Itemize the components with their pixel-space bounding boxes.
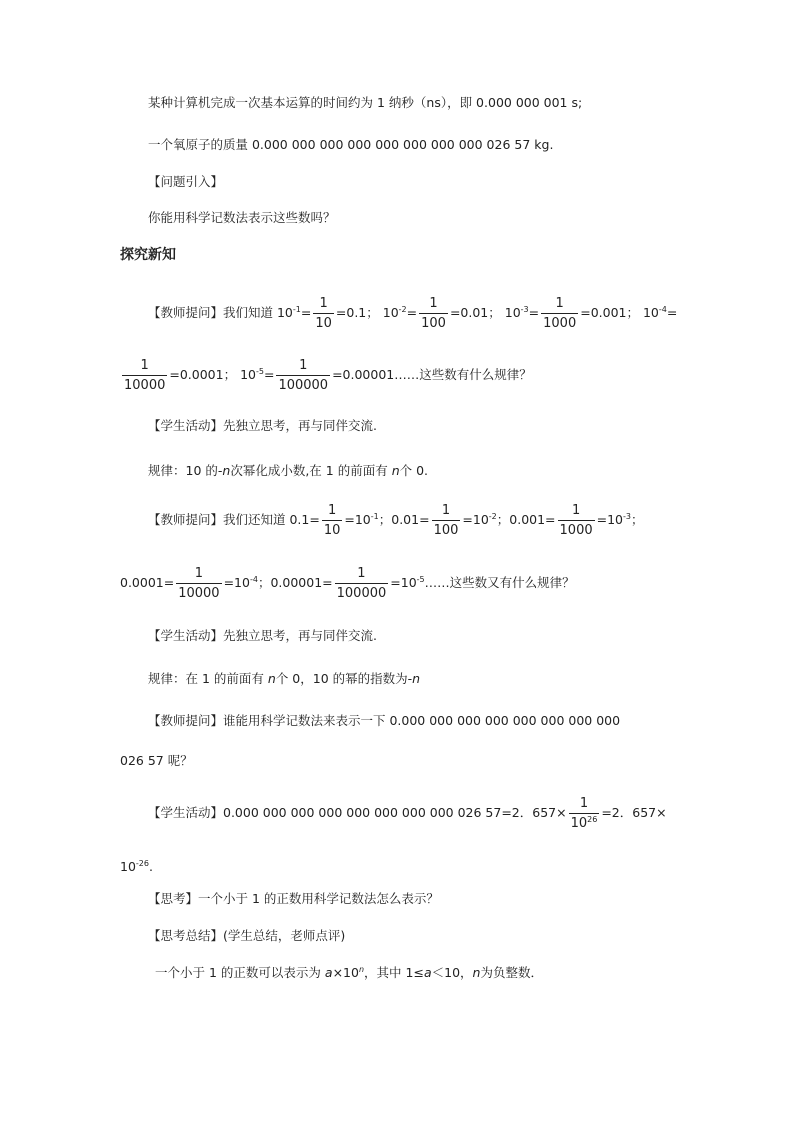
question-intro: 你能用科学记数法表示这些数吗？ (148, 210, 336, 225)
think-question: 【思考】一个小于 1 的正数用科学记数法怎么表示？ (148, 891, 439, 906)
final-conclusion: 一个小于 1 的正数可以表示为 $a\times 10^n$，其中 1≤a＜10，n为负整数． (155, 965, 543, 980)
fraction-1-100000-b: $\frac{1}{100000}$ (336, 566, 387, 601)
fraction-1-1000-b: $\frac{1}{1000}$ (559, 503, 593, 538)
fraction-1-10: $\frac{1}{10}$ (315, 296, 332, 331)
fraction-1-10-26: $\frac{1}{10^{26}}$ (570, 796, 598, 831)
heading-explore-new: 探究新知 (120, 247, 176, 263)
student-activity-2: 【学生活动】先独立思考，再与同伴交流. (148, 628, 377, 643)
teacher-question-3: 【教师提问】谁能用科学记数法来表示一下 0.000 000 000 000 000 000 000 000 (148, 713, 621, 728)
teacher-question-1-cont: $\frac{1}{10000}$ =0.0001； $10^{-5}=$ $\frac{1}{100000}$ =0.00001……这些数有什么规律？ (124, 358, 532, 393)
teacher-question-1: 【教师提问】我们知道 $10^{-1}=$ $\frac{1}{10}$ =0.1； $10^{-2}=$ $\frac{1}{100}$ =0.01； $10^{-3}=$ $\frac{1}{1000}$ =0.001； $10^{-4}=$ (148, 296, 678, 331)
teacher-question-2: 【教师提问】我们还知道 0.1= $\frac{1}{10}$ $=10^{-1}$；0.01= $\frac{1}{100}$ $=10^{-2}$；0.001= $\frac{1}{1000}$ $=10^{-3}$； (148, 503, 644, 538)
fraction-1-10-b: $\frac{1}{10}$ (323, 503, 341, 538)
rule-1: 规律：10 的-n次幂化成小数,在 1 的前面有 n个 0. (148, 463, 429, 478)
fraction-1-100000: $\frac{1}{100000}$ (278, 358, 329, 393)
think-summary: 【思考总结】(学生总结，老师点评) (148, 928, 346, 943)
fraction-1-100-b: $\frac{1}{100}$ (433, 503, 459, 538)
student-activity-3: 【学生活动】0.000 000 000 000 000 000 000 000 026 57=2．657× $\frac{1}{10^{26}}$ =2．657× (148, 796, 667, 831)
student-activity-1: 【学生活动】先独立思考，再与同伴交流. (148, 418, 377, 433)
section-label-intro: 【问题引入】 (148, 174, 224, 189)
fraction-1-10000: $\frac{1}{10000}$ (124, 358, 166, 393)
teacher-question-3-cont: 026 57 呢？ (120, 753, 193, 768)
paragraph-oxygen-mass: 一个氧原子的质量 0.000 000 000 000 000 000 000 000 026 57 kg. (148, 137, 554, 152)
paragraph-computer-time: 某种计算机完成一次基本运算的时间约为 1 纳秒（ns），即 0.000 000 001 s; (148, 95, 583, 110)
fraction-1-100: $\frac{1}{100}$ (421, 296, 446, 331)
student-activity-3-cont: $10^{-26}$. (120, 859, 153, 874)
teacher-question-2-cont: 0.0001= $\frac{1}{10000}$ $=10^{-4}$；0.00001= $\frac{1}{100000}$ $=10^{-5}\dots\dots$这些数又有什么规律？ (120, 566, 575, 601)
tq1-lead: 【教师提问】我们知道 (148, 305, 277, 320)
fraction-1-10000-b: $\frac{1}{10000}$ (178, 566, 220, 601)
fraction-1-1000: $\frac{1}{1000}$ (543, 296, 577, 331)
rule-2: 规律：在 1 的前面有 n个 0，10 的幂的指数为-n (148, 671, 421, 686)
